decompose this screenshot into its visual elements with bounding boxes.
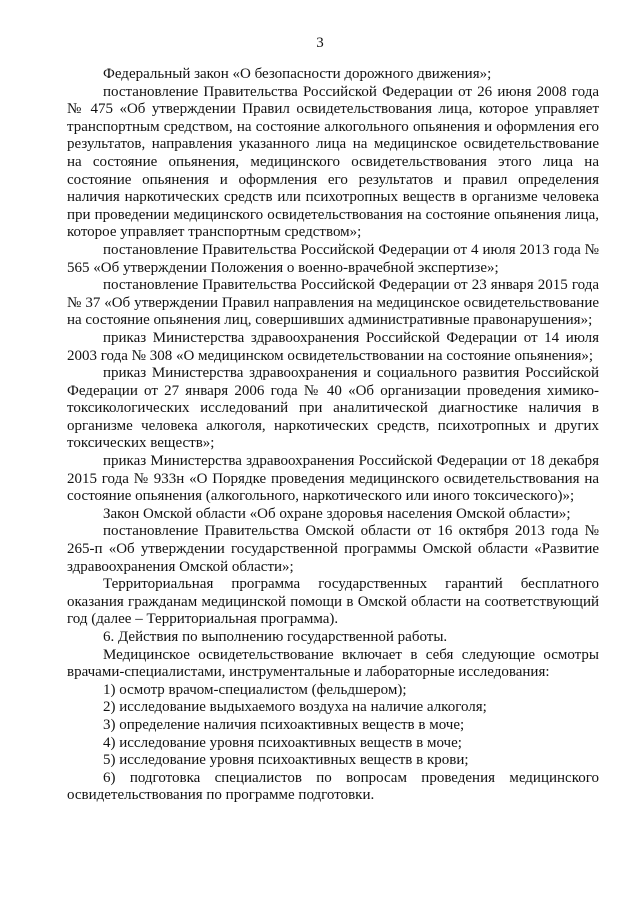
list-item: 3) определение наличия психоактивных веществ в моче; (103, 716, 465, 733)
paragraph-government-decree-565: постановление Правительства Российской Федерации от 4 июля 2013 года № 565 «Об утверждении Положения о военно-врачебной экспертизе»; (67, 241, 599, 276)
paragraph-omsk-decree-265: постановление Правительства Омской области от 16 октября 2013 года № 265-п «Об утверждении государственной программы Омской области «Развитие здравоохранения Омской области»; (67, 523, 599, 575)
page-number: 3 (316, 35, 324, 51)
list-item: 5) исследование уровня психоактивных веществ в крови; (103, 752, 469, 769)
list-item: 4) исследование уровня психоактивных веществ в моче; (103, 734, 462, 751)
document-body (67, 66, 599, 805)
paragraph-territorial-program: Территориальная программа государственных гарантий бесплатного оказания гражданам медицинской помощи в Омской области на соответствующий год (далее – Территориальная программа). (67, 576, 599, 628)
paragraph-ministry-order-40: приказ Министерства здравоохранения и социального развития Российской Федерации от 27 января 2006 года № 40 «Об организации проведения химико-токсикологических исследований при аналитической диагностике наличия в организме человека алкоголя, наркотических средств, психотропных и других токсических веществ»; (67, 365, 599, 452)
paragraph-ministry-order-308: приказ Министерства здравоохранения Российской Федерации от 14 июля 2003 года № 308 «О медицинском освидетельствовании на состояние опьянения»; (67, 329, 599, 364)
list-item: 1) осмотр врачом-специалистом (фельдшером); (103, 681, 407, 698)
paragraph-omsk-law: Закон Омской области «Об охране здоровья населения Омской области»; (103, 505, 571, 522)
paragraph-government-decree-475: постановление Правительства Российской Федерации от 26 июня 2008 года № 475 «Об утверждении Правил освидетельствования лица, которое управляет транспортным средством, на состояние алкогольного опьянения и оформления его результатов, направления указанного лица на медицинское освидетельствование на состояние опьянения, медицинского освидетельствования этого лица на состояние опьянения и оформления его результатов и правил определения наличия наркотических средств или психотропных веществ в организме человека при проведении медицинского освидетельствования на состояние опьянения лица, которое управляет транспортным средством»; (67, 83, 599, 241)
list-item: 2) исследование выдыхаемого воздуха на наличие алкоголя; (103, 699, 487, 716)
paragraph-ministry-order-933n: приказ Министерства здравоохранения Российской Федерации от 18 декабря 2015 года № 933н «О Порядке проведения медицинского освидетельствования на состояние опьянения (алкогольного, наркотического или иного токсического)»; (67, 453, 599, 505)
paragraph-government-decree-37: постановление Правительства Российской Федерации от 23 января 2015 года № 37 «Об утверждении Правил направления на медицинское освидетельствование на состояние опьянения лиц, совершивших административные правонарушения»; (67, 277, 599, 329)
paragraph-examination-intro: Медицинское освидетельствование включает в себя следующие осмотры врачами-специалистами, инструментальные и лабораторные исследования: (67, 646, 599, 681)
paragraph-federal-law: Федеральный закон «О безопасности дорожного движения»; (103, 66, 492, 82)
section-heading-actions: 6. Действия по выполнению государственной работы. (103, 629, 448, 645)
list-item: 6) подготовка специалистов по вопросам проведения медицинского освидетельствования по программе подготовки. (67, 769, 599, 804)
